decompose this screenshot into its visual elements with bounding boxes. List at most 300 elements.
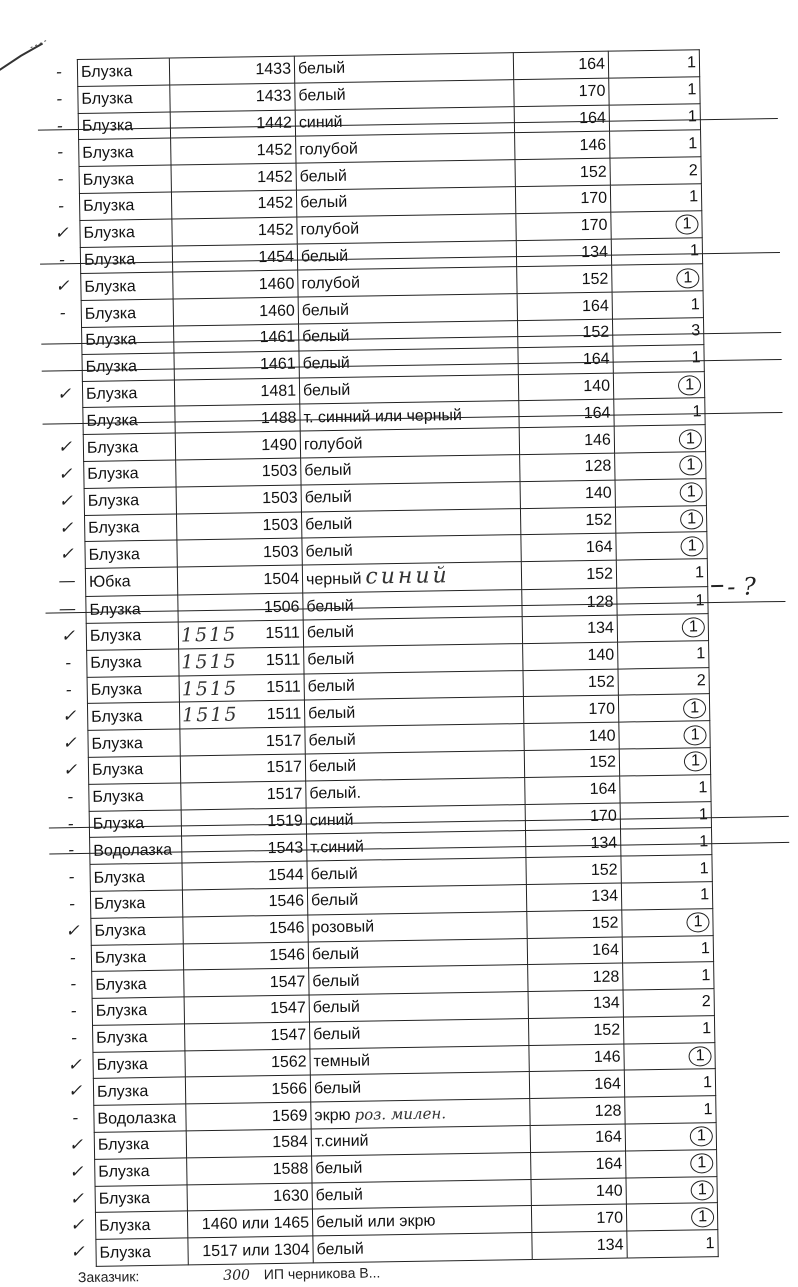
quantity-cell: [617, 614, 708, 642]
quantity-value: 1: [690, 242, 699, 259]
article-number: 1543: [268, 839, 304, 857]
size-value: 134: [587, 620, 614, 637]
size-value: 152: [591, 861, 618, 878]
color-cell: [304, 643, 523, 673]
quantity-cell: [618, 640, 709, 668]
item-name: Блузка: [86, 385, 138, 403]
quantity-value: 1: [702, 1020, 711, 1037]
item-name: Блузка: [83, 224, 135, 242]
quantity-cell: [612, 291, 703, 319]
item-name-cell: [78, 85, 170, 113]
size-value: 164: [594, 1075, 621, 1092]
quantity-cell: [615, 478, 706, 506]
size-value: 164: [579, 110, 606, 127]
circled-quantity: 1: [680, 536, 703, 556]
article-cell: [187, 1156, 312, 1185]
quantity-cell: [613, 344, 704, 372]
item-name-cell: [92, 997, 184, 1025]
item-name: Блузка: [98, 1136, 150, 1154]
quantity-value: 1: [691, 296, 700, 313]
size-value: 134: [593, 995, 620, 1012]
item-name: Блузка: [88, 546, 140, 564]
item-name-cell: [89, 783, 181, 811]
color-cell: [298, 267, 517, 297]
item-name: Блузка: [85, 305, 137, 323]
size-value: 152: [582, 270, 609, 287]
color-text: белый.: [309, 785, 361, 803]
check-mark: ✓: [63, 1160, 89, 1185]
article-cell: [185, 1022, 310, 1051]
item-name-cell: [82, 326, 174, 354]
article-number: 1503: [262, 490, 298, 508]
article-number: 1452: [257, 141, 293, 159]
quantity-cell: [626, 1203, 717, 1231]
item-name: Юбка: [89, 573, 131, 591]
size-cell: [522, 615, 617, 643]
article-cell: [188, 1236, 313, 1265]
article-cell: [180, 754, 305, 783]
article-number: 1452: [257, 195, 293, 213]
item-name-cell: [79, 165, 171, 193]
check-mark: ✓: [57, 758, 83, 783]
item-name: Блузка: [88, 519, 140, 537]
color-cell: [307, 858, 526, 888]
color-text: белый: [312, 972, 359, 990]
size-value: 134: [597, 1236, 624, 1253]
size-cell: [526, 856, 621, 884]
article-cell: [182, 888, 307, 917]
size-cell: [517, 319, 612, 347]
color-text: белый: [316, 1240, 363, 1258]
size-cell: [517, 266, 612, 294]
size-value: 164: [592, 941, 619, 958]
size-value: 128: [595, 1102, 622, 1119]
quantity-value: 1: [687, 81, 696, 98]
check-mark: ✓: [48, 221, 74, 246]
quantity-value: 1: [698, 779, 707, 796]
item-name-cell: [77, 58, 169, 86]
item-name: Блузка: [83, 171, 135, 189]
quantity-value: 1: [700, 860, 709, 877]
item-name-cell: [79, 192, 171, 220]
article-cell: [177, 538, 302, 567]
color-cell: [305, 750, 524, 780]
item-name: Блузка: [90, 627, 142, 645]
check-mark: ✓: [62, 1079, 88, 1104]
article-number: 1460 или 1465: [202, 1214, 310, 1233]
color-cell: [312, 1179, 531, 1209]
article-cell: [182, 834, 307, 863]
size-value: 164: [583, 351, 610, 368]
quantity-value: 2: [702, 994, 711, 1011]
color-cell: [304, 697, 523, 727]
size-cell: [520, 480, 615, 508]
item-name-cell: [88, 756, 180, 784]
quantity-value: 1: [687, 55, 696, 72]
size-cell: [524, 722, 619, 750]
size-value: 152: [588, 674, 615, 691]
quantity-cell: [620, 801, 711, 829]
article-cell: [184, 968, 309, 997]
quantity-cell: [618, 694, 709, 722]
color-text: белый: [312, 946, 359, 964]
item-name-cell: [93, 1051, 185, 1079]
item-name: Блузка: [91, 681, 143, 699]
article-cell: [176, 512, 301, 541]
article-cell: [181, 781, 306, 810]
color-cell: [306, 777, 525, 807]
color-text: белый: [315, 1160, 362, 1178]
item-name: Блузка: [99, 1190, 151, 1208]
size-value: 170: [596, 1209, 623, 1226]
check-mark: ✓: [49, 274, 75, 299]
item-name-cell: [81, 272, 173, 300]
check-mark: -: [48, 167, 74, 192]
color-text: белый: [302, 328, 349, 346]
item-name: Блузка: [83, 197, 135, 215]
size-cell: [529, 1071, 624, 1099]
check-mark: ✓: [59, 919, 85, 944]
item-name-cell: [85, 567, 177, 596]
check-mark: -: [58, 865, 84, 890]
quantity-cell: [622, 935, 713, 963]
quantity-cell: [610, 157, 701, 185]
size-cell: [523, 695, 618, 723]
article-number: 1452: [257, 168, 293, 186]
item-name: Блузка: [99, 1244, 151, 1262]
article-number: 1433: [255, 61, 291, 79]
handwritten-article: 1515: [181, 649, 238, 675]
article-number: 1584: [272, 1134, 308, 1152]
check-mark: ✓: [64, 1187, 90, 1212]
article-number: 1503: [262, 463, 298, 481]
color-text: белый: [313, 1026, 360, 1044]
size-value: 152: [585, 512, 612, 529]
article-cell: [170, 110, 295, 139]
size-cell: [530, 1097, 625, 1125]
item-name-cell: [86, 595, 178, 623]
article-number: 1546: [268, 893, 304, 911]
article-number: 1461: [260, 329, 296, 347]
color-text: белый: [303, 355, 350, 373]
article-number: 1454: [258, 249, 294, 267]
color-cell: [309, 992, 528, 1022]
article-number: 1546: [269, 946, 305, 964]
item-name-cell: [93, 1077, 185, 1105]
quantity-cell: [621, 855, 712, 883]
quantity-cell: [625, 1123, 716, 1151]
article-cell: [182, 861, 307, 890]
quantity-cell: [624, 1069, 715, 1097]
item-name-cell: [86, 622, 178, 650]
color-cell: [297, 240, 516, 270]
size-cell: [525, 803, 620, 831]
color-text: белый: [300, 167, 347, 185]
quantity-value: 1: [700, 886, 709, 903]
item-name-cell: [92, 970, 184, 998]
check-mark: ✓: [52, 435, 78, 460]
size-value: 134: [581, 244, 608, 261]
item-name: Блузка: [91, 735, 143, 753]
handwritten-article: 1515: [182, 703, 239, 729]
color-cell: [307, 884, 526, 914]
article-number: 1460: [259, 302, 295, 320]
size-value: 146: [584, 431, 611, 448]
quantity-cell: [612, 318, 703, 346]
article-cell: [179, 700, 304, 729]
article-number: 1504: [263, 571, 299, 589]
article-cell: [174, 378, 299, 407]
circled-quantity: 1: [683, 725, 706, 745]
item-name-cell: [90, 836, 182, 864]
size-value: 140: [596, 1183, 623, 1200]
size-cell: [531, 1204, 626, 1232]
article-number: 1588: [273, 1161, 309, 1179]
side-dash: [711, 585, 723, 587]
circled-quantity: 1: [686, 912, 709, 932]
article-cell: [179, 674, 304, 703]
quantity-cell: [608, 50, 699, 78]
size-value: 164: [584, 404, 611, 421]
color-cell: [294, 53, 513, 83]
article-cell: [170, 83, 295, 112]
quantity-cell: [627, 1230, 718, 1258]
color-text: белый: [306, 597, 353, 615]
item-name-cell: [91, 917, 183, 945]
article-cell: [185, 1075, 310, 1104]
color-text: белый: [305, 516, 352, 534]
color-cell: [301, 508, 520, 538]
color-cell: [312, 1206, 531, 1236]
size-value: 170: [580, 190, 607, 207]
size-cell: [523, 642, 618, 670]
item-name: Блузка: [82, 144, 134, 162]
item-name-cell: [85, 540, 177, 568]
article-cell: [176, 485, 301, 514]
color-cell: [296, 133, 515, 163]
color-text: белый: [308, 678, 355, 696]
size-value: 164: [578, 56, 605, 73]
color-cell: [307, 831, 526, 861]
size-cell: [519, 426, 614, 454]
check-mark: ✓: [61, 1053, 87, 1078]
quantity-cell: [615, 452, 706, 480]
size-cell: [529, 1044, 624, 1072]
size-cell: [518, 373, 613, 401]
quantity-cell: [625, 1096, 716, 1124]
quantity-cell: [626, 1149, 717, 1177]
article-cell: [181, 808, 306, 837]
article-cell: [186, 1102, 311, 1131]
circled-quantity: 1: [679, 456, 702, 476]
size-value: 164: [582, 297, 609, 314]
color-cell: [296, 160, 515, 190]
article-cell: [187, 1209, 312, 1238]
item-name-cell: [90, 890, 182, 918]
color-cell: [311, 1099, 530, 1129]
item-name-cell: [95, 1185, 187, 1213]
article-cell: [171, 163, 296, 192]
size-cell: [514, 78, 609, 106]
color-text: белый: [308, 704, 355, 722]
color-text: т.синий: [315, 1133, 369, 1151]
quantity-cell: [611, 210, 702, 238]
circled-quantity: 1: [678, 375, 701, 395]
size-value: 140: [585, 485, 612, 502]
check-mark: ✓: [53, 542, 79, 567]
color-text: т. синний или черный: [303, 407, 462, 426]
item-name-cell: [84, 514, 176, 542]
item-name: Блузка: [94, 922, 146, 940]
article-number: 1544: [268, 866, 304, 884]
order-table: [77, 49, 719, 1267]
color-text: белый: [316, 1187, 363, 1205]
item-name-cell: [84, 487, 176, 515]
size-value: 170: [590, 808, 617, 825]
circled-quantity: 1: [680, 509, 703, 529]
article-number: 1461: [260, 356, 296, 374]
color-text: белый: [304, 462, 351, 480]
circled-quantity: 1: [683, 698, 706, 718]
size-cell: [527, 910, 622, 938]
article-number: 1566: [271, 1080, 307, 1098]
check-mark: -: [62, 1106, 88, 1131]
item-name: Блузка: [81, 64, 133, 82]
check-mark: -: [57, 785, 83, 810]
article-number: 1442: [256, 115, 292, 133]
color-text: синий: [310, 812, 354, 830]
quantity-value: 1: [688, 108, 697, 125]
quantity-value: 1: [705, 1235, 714, 1252]
order-table-body: [77, 50, 718, 1267]
circled-quantity: 1: [682, 618, 705, 638]
size-value: 140: [583, 378, 610, 395]
item-name: Блузка: [95, 976, 147, 994]
size-value: 128: [587, 593, 614, 610]
item-name-cell: [95, 1211, 187, 1239]
item-name: Блузка: [87, 439, 139, 457]
article-cell: [178, 593, 303, 622]
item-name-cell: [87, 649, 179, 677]
item-name-cell: [89, 809, 181, 837]
size-cell: [523, 669, 618, 697]
check-mark: ✓: [64, 1240, 90, 1265]
article-cell: [174, 351, 299, 380]
size-value: 170: [581, 217, 608, 234]
size-value: 170: [588, 700, 615, 717]
check-mark: -: [60, 972, 86, 997]
article-number: 1503: [263, 543, 299, 561]
item-name: Блузка: [94, 869, 146, 887]
quantity-value: 1: [703, 1074, 712, 1091]
article-number: 1517: [266, 732, 302, 750]
color-cell: [299, 321, 518, 351]
color-cell: [303, 617, 522, 647]
item-name-cell: [80, 219, 172, 247]
size-value: 164: [595, 1156, 622, 1173]
size-cell: [513, 51, 608, 79]
check-mark: -: [56, 678, 82, 703]
item-name-cell: [90, 863, 182, 891]
color-text: белый: [313, 999, 360, 1017]
size-cell: [519, 399, 614, 427]
size-cell: [532, 1231, 627, 1259]
quantity-cell: [622, 908, 713, 936]
article-number: 1562: [271, 1054, 307, 1072]
item-name-cell: [96, 1238, 188, 1266]
size-cell: [516, 239, 611, 267]
article-cell: [183, 941, 308, 970]
item-name-cell: [87, 676, 179, 704]
check-mark: -: [50, 301, 76, 326]
check-mark: -: [46, 60, 72, 85]
article-number: 1452: [258, 222, 294, 240]
size-value: 164: [595, 1129, 622, 1146]
footer-org: ИП черникова В...: [264, 1264, 381, 1282]
footer-hand-value: 300: [223, 1267, 250, 1283]
item-name: Блузка: [97, 1083, 149, 1101]
article-cell: [172, 217, 297, 246]
article-number: 1630: [273, 1188, 309, 1206]
color-text: белый: [305, 489, 352, 507]
item-name-cell: [79, 138, 171, 166]
item-name: Блузка: [97, 1056, 149, 1074]
color-cell: [296, 187, 515, 217]
item-name: Блузка: [92, 761, 144, 779]
article-number: 1488: [261, 409, 297, 427]
quantity-cell: [621, 828, 712, 856]
item-name-cell: [82, 380, 174, 408]
color-cell: [302, 535, 521, 565]
check-mark: -: [61, 999, 87, 1024]
article-cell: [183, 915, 308, 944]
check-mark: ✓: [55, 624, 81, 649]
size-value: 152: [593, 1022, 620, 1039]
item-name-cell: [83, 406, 175, 434]
check-mark: -: [58, 812, 84, 837]
article-cell: [180, 727, 305, 756]
check-mark: —: [54, 569, 80, 594]
quantity-cell: [624, 1042, 715, 1070]
article-cell: [174, 324, 299, 353]
size-value: 128: [584, 458, 611, 475]
handwritten-note: синий: [365, 563, 450, 589]
size-cell: [516, 212, 611, 240]
footer: [78, 1264, 381, 1286]
check-mark: -: [47, 140, 73, 165]
quantity-cell: [617, 587, 708, 615]
article-cell: [177, 565, 302, 595]
size-cell: [520, 507, 615, 535]
item-name: Водолазка: [93, 841, 172, 859]
item-name-cell: [87, 702, 179, 730]
check-mark: —: [54, 597, 80, 622]
item-name-cell: [94, 1104, 186, 1132]
circled-quantity: 1: [680, 482, 703, 502]
size-value: 152: [586, 566, 613, 583]
check-mark: ✓: [53, 516, 79, 541]
color-text: белый: [314, 1080, 361, 1098]
quantity-cell: [609, 103, 700, 131]
article-number: 1546: [269, 920, 305, 938]
color-text: голубой: [300, 221, 359, 239]
color-text: белый или экрю: [316, 1212, 436, 1231]
article-cell: [172, 244, 297, 273]
item-name: Блузка: [99, 1217, 151, 1235]
color-text: белый: [311, 865, 358, 883]
item-name-cell: [83, 433, 175, 461]
item-name: Блузка: [81, 90, 133, 108]
